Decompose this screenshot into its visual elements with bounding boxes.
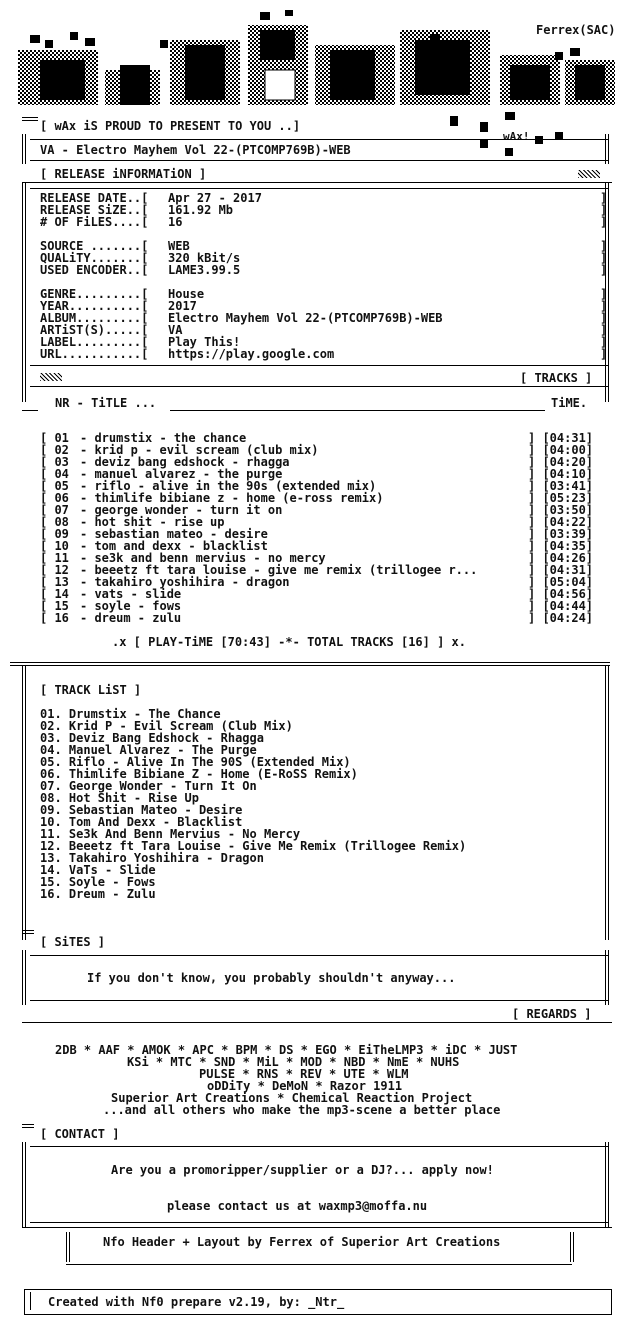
info-bracket: ]: [600, 203, 608, 217]
info-value: 16: [168, 215, 183, 229]
track-time: ] [04:31]: [528, 431, 594, 445]
track-list-item: 13. Takahiro Yoshihira - Dragon: [40, 851, 264, 865]
info-bracket: ]: [600, 347, 608, 361]
info-label: SOURCE .......[: [40, 239, 149, 253]
track-time: ] [05:23]: [528, 491, 594, 505]
section-regards: [ REGARDS ]: [512, 1007, 592, 1021]
track-time: ] [04:26]: [528, 551, 594, 565]
regards-line: oDDiTy * DeMoN * Razor 1911: [207, 1079, 403, 1093]
track-number: [ 07: [40, 503, 69, 517]
regards-line: 2DB * AAF * AMOK * APC * BPM * DS * EGO * EiTheLMP3 * iDC * JUST: [55, 1043, 518, 1057]
track-time: ] [04:31]: [528, 563, 594, 577]
track-title: - krid p - evil scream (club mix): [80, 443, 319, 457]
track-title: - takahiro yoshihira - dragon: [80, 575, 290, 589]
track-time: ] [04:00]: [528, 443, 594, 457]
present-line: [ wAx iS PROUD TO PRESENT TO YOU ..]: [40, 119, 301, 133]
track-time: ] [03:39]: [528, 527, 594, 541]
track-title: - hot shit - rise up: [80, 515, 225, 529]
info-label: QUALiTY.......[: [40, 251, 149, 265]
track-title: - thimlife bibiane z - home (e-ross remix): [80, 491, 384, 505]
info-bracket: ]: [600, 215, 608, 229]
track-number: [ 13: [40, 575, 69, 589]
info-value: 2017: [168, 299, 197, 313]
track-list-item: 01. Drumstix - The Chance: [40, 707, 221, 721]
info-value: 320 kBit/s: [168, 251, 241, 265]
section-release-info: [ RELEASE iNFORMATiON ]: [40, 167, 207, 181]
track-number: [ 09: [40, 527, 69, 541]
layout-credit: Nfo Header + Layout by Ferrex of Superior Art Creations: [103, 1235, 501, 1249]
track-time: ] [04:10]: [528, 467, 594, 481]
info-label: URL...........[: [40, 347, 149, 361]
info-label: LABEL.........[: [40, 335, 149, 349]
info-bracket: ]: [600, 299, 608, 313]
sites-text: If you don't know, you probably shouldn't anyway...: [87, 971, 456, 985]
contact-line-apply: Are you a promoripper/supplier or a DJ?... apply now!: [111, 1163, 494, 1177]
wax-logo: [10, 10, 622, 160]
col-header-time: TiME.: [551, 396, 588, 410]
track-list-item: 15. Soyle - Fows: [40, 875, 156, 889]
track-number: [ 01: [40, 431, 69, 445]
track-time: ] [03:50]: [528, 503, 594, 517]
track-title: - se3k and benn mervius - no mercy: [80, 551, 326, 565]
track-time: ] [03:41]: [528, 479, 594, 493]
track-number: [ 11: [40, 551, 69, 565]
section-tracks: [ TRACKS ]: [520, 371, 593, 385]
info-value: LAME3.99.5: [168, 263, 241, 277]
section-track-list: [ TRACK LiST ]: [40, 683, 142, 697]
info-label: ARTiST(S).....[: [40, 323, 149, 337]
track-title: - tom and dexx - blacklist: [80, 539, 268, 553]
track-list-item: 04. Manuel Alvarez - The Purge: [40, 743, 257, 757]
playtime-summary: .x [ PLAY-TiME [70:43] -*- TOTAL TRACKS [16] ] x.: [112, 635, 467, 649]
info-value: 161.92 Mb: [168, 203, 234, 217]
track-number: [ 06: [40, 491, 69, 505]
track-number: [ 04: [40, 467, 69, 481]
info-bracket: ]: [600, 287, 608, 301]
section-sites: [ SiTES ]: [40, 935, 106, 949]
track-title: - vats - slide: [80, 587, 182, 601]
track-number: [ 02: [40, 443, 69, 457]
info-value: Play This!: [168, 335, 241, 349]
track-number: [ 03: [40, 455, 69, 469]
hatch-ornament: [40, 373, 62, 381]
release-title: VA - Electro Mayhem Vol 22-(PTCOMP769B)-WEB: [40, 143, 351, 157]
track-number: [ 10: [40, 539, 69, 553]
info-bracket: ]: [600, 335, 608, 349]
info-bracket: ]: [600, 323, 608, 337]
info-label: RELEASE DATE..[: [40, 191, 149, 205]
track-list-item: 03. Deviz Bang Edshock - Rhagga: [40, 731, 264, 745]
info-label: USED ENCODER..[: [40, 263, 149, 277]
contact-line-email: please contact us at waxmp3@moffa.nu: [167, 1199, 428, 1213]
track-number: [ 15: [40, 599, 69, 613]
info-value: House: [168, 287, 205, 301]
track-list-item: 05. Riflo - Alive In The 90S (Extended Mix): [40, 755, 351, 769]
track-time: ] [04:20]: [528, 455, 594, 469]
regards-line: PULSE * RNS * REV * UTE * WLM: [199, 1067, 409, 1081]
track-list-item: 12. Beeetz ft Tara Louise - Give Me Remix (Trillogee Remix): [40, 839, 467, 853]
track-list-item: 06. Thimlife Bibiane Z - Home (E-RoSS Remix): [40, 767, 358, 781]
track-title: - riflo - alive in the 90s (extended mix): [80, 479, 377, 493]
info-bracket: ]: [600, 251, 608, 265]
track-list-item: 08. Hot Shit - Rise Up: [40, 791, 199, 805]
track-list-item: 07. George Wonder - Turn It On: [40, 779, 257, 793]
artist-credit: Ferrex(SAC): [536, 23, 616, 37]
track-title: - dreum - zulu: [80, 611, 182, 625]
regards-line: Superior Art Creations * Chemical Reaction Project: [111, 1091, 473, 1105]
track-list-item: 14. VaTs - Slide: [40, 863, 156, 877]
track-title: - soyle - fows: [80, 599, 182, 613]
info-value: WEB: [168, 239, 190, 253]
logo-tag: wAx!: [503, 130, 530, 143]
track-list-item: 11. Se3k And Benn Mervius - No Mercy: [40, 827, 301, 841]
track-number: [ 08: [40, 515, 69, 529]
hatch-ornament: [578, 170, 600, 178]
info-label: ALBUM.........[: [40, 311, 149, 325]
track-list-item: 02. Krid P - Evil Scream (Club Mix): [40, 719, 293, 733]
track-number: [ 05: [40, 479, 69, 493]
section-contact: [ CONTACT ]: [40, 1127, 120, 1141]
track-list-item: 16. Dreum - Zulu: [40, 887, 156, 901]
track-time: ] [05:04]: [528, 575, 594, 589]
track-title: - drumstix - the chance: [80, 431, 247, 445]
track-title: - beeetz ft tara louise - give me remix (trillogee r...: [80, 563, 478, 577]
track-time: ] [04:35]: [528, 539, 594, 553]
col-header-title: NR - TiTLE ...: [55, 396, 157, 410]
track-list-item: 10. Tom And Dexx - Blacklist: [40, 815, 243, 829]
info-value: VA: [168, 323, 183, 337]
info-bracket: ]: [600, 311, 608, 325]
track-title: - george wonder - turn it on: [80, 503, 283, 517]
track-time: ] [04:44]: [528, 599, 594, 613]
track-number: [ 12: [40, 563, 69, 577]
info-bracket: ]: [600, 239, 608, 253]
info-bracket: ]: [600, 263, 608, 277]
info-label: RELEASE SiZE..[: [40, 203, 149, 217]
track-number: [ 16: [40, 611, 69, 625]
track-time: ] [04:24]: [528, 611, 594, 625]
track-number: [ 14: [40, 587, 69, 601]
info-value: Electro Mayhem Vol 22-(PTCOMP769B)-WEB: [168, 311, 443, 325]
created-with: Created with Nf0 prepare v2.19, by: _Ntr_: [48, 1295, 345, 1309]
info-label: # OF FiLES....[: [40, 215, 149, 229]
track-title: - manuel alvarez - the purge: [80, 467, 283, 481]
track-time: ] [04:22]: [528, 515, 594, 529]
info-label: GENRE.........[: [40, 287, 149, 301]
track-title: - sebastian mateo - desire: [80, 527, 268, 541]
track-title: - deviz bang edshock - rhagga: [80, 455, 290, 469]
regards-line: KSi * MTC * SND * MiL * MOD * NBD * NmE * NUHS: [127, 1055, 460, 1069]
info-bracket: ]: [600, 191, 608, 205]
track-time: ] [04:56]: [528, 587, 594, 601]
info-value: Apr 27 - 2017: [168, 191, 262, 205]
info-label: YEAR..........[: [40, 299, 149, 313]
track-list-item: 09. Sebastian Mateo - Desire: [40, 803, 243, 817]
regards-line: ...and all others who make the mp3-scene a better place: [103, 1103, 501, 1117]
info-value: https://play.google.com: [168, 347, 335, 361]
